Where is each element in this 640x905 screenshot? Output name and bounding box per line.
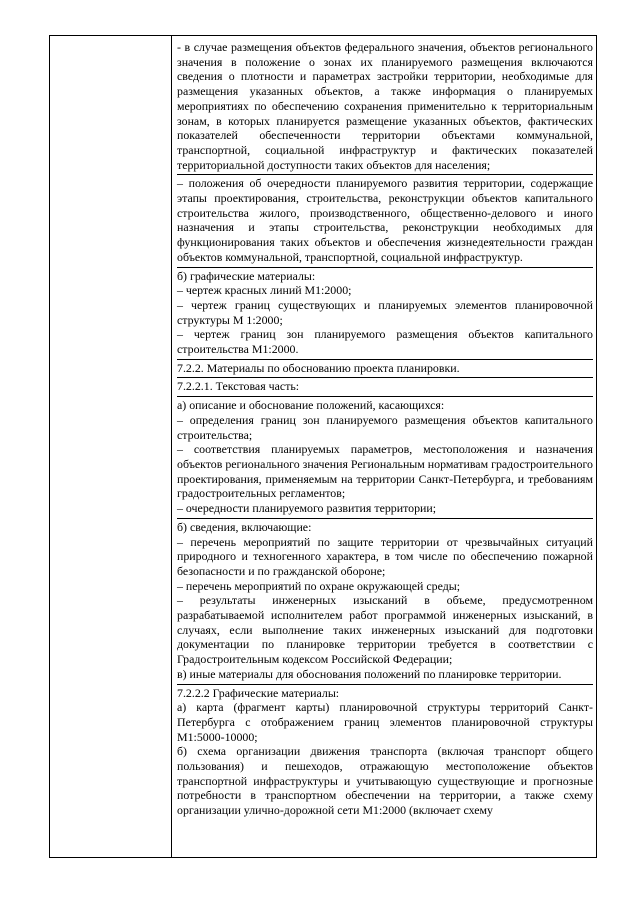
text-line: - в случае размещения объектов федерального значения, объектов регионального значения в положение о зонах их планируемого размещения включаются сведения о плотности и параметрах застройки территории, необходимые для размещения указанных объектов, а также информация о планируемых мероприятиях по обеспечению сохранения применительно к территориальным зонам, в которых планируется размещение указанных объектов, фактических показателей обеспеченности территории объектами коммунальной, транспортной, социальной инфраструктур и фактических показателей территориальной доступности таких объектов для населения;: [177, 40, 593, 172]
left-column: [50, 36, 172, 857]
text-line: – перечень мероприятий по защите территории от чрезвычайных ситуаций природного и техногенного характера, в том числе по обеспечению пожарной безопасности и по гражданской обороне;: [177, 534, 593, 578]
graphic-materials-block: [177, 268, 593, 360]
section-7-2-2-2: [177, 685, 593, 820]
description-block: [177, 397, 593, 519]
text-line: – чертеж границ существующих и планируемых элементов планировочной структуры М 1:2000;: [177, 297, 593, 327]
text-line: б) сведения, включающие:: [177, 519, 312, 534]
development-stages-paragraph: [177, 175, 593, 267]
text-line: – определения границ зон планируемого размещения объектов капитального строительства;: [177, 412, 593, 442]
document-page: [49, 35, 597, 858]
text-line: – чертеж границ зон планируемого размещения объектов капитального строительства М1:2000.: [177, 327, 593, 357]
section-heading: 7.2.2. Материалы по обоснованию проекта планировки.: [177, 360, 460, 375]
text-line: – соответствия планируемых параметров, местоположения и назначения объектов регионального значения Региональным нормативам градостроительного проектирования, применяемым на территории Санкт-Петербурга, и требованиям градостроительных регламентов;: [177, 442, 594, 501]
information-block: [177, 519, 593, 685]
text-line: а) описание и обоснование положений, касающихся:: [177, 398, 445, 413]
text-line: в) иные материалы для обоснования положений по планировке территории.: [177, 666, 562, 681]
text-line: – чертеж красных линий М1:2000;: [177, 283, 352, 298]
text-line: б) графические материалы:: [177, 268, 316, 283]
section-heading: 7.2.2.2 Графические материалы:: [177, 685, 340, 700]
text-line: б) схема организации движения транспорта (включая транспорт общего пользования) и пешеходов, отражающую местоположение объектов транспортной инфраструктуры и учитывающую существующие и прогнозные потребности в транспортном обеспечении на территории, а также схему организации улично-дорожной сети М1:2000 (включает схему: [177, 744, 593, 818]
text-line: – результаты инженерных изысканий в объеме, предусмотренном разрабатываемой исполнителем работ программой инженерных изысканий, в случаях, если выполнение таких инженерных изысканий для подготовки документации по планировке территории требуется в соответствии с Градостроительным кодексом Российской Федерации;: [177, 593, 593, 667]
text-line: а) карта (фрагмент карты) планировочной структуры территорий Санкт-Петербурга с отображением границ элементов планировочной структуры М1:5000-10000;: [177, 700, 593, 744]
section-7-2-2: [177, 360, 593, 379]
text-line: – положения об очередности планируемого развития территории, содержащие этапы проектирования, строительства, реконструкции объектов капитального строительства жилого, производственного, общественно-делового и иного назначения и этапы строительства, реконструкции необходимых для функционирования таких объектов и обеспечения жизнедеятельности граждан объектов коммунальной, транспортной, социальной инфраструктур.: [177, 176, 593, 264]
section-heading: 7.2.2.1. Текстовая часть:: [177, 379, 300, 394]
section-7-2-2-1: [177, 378, 593, 397]
text-line: – очередности планируемого развития территории;: [177, 501, 437, 516]
text-line: – перечень мероприятий по охране окружающей среды;: [177, 578, 461, 593]
federal-objects-paragraph: [177, 39, 593, 175]
content-column: [173, 36, 596, 857]
